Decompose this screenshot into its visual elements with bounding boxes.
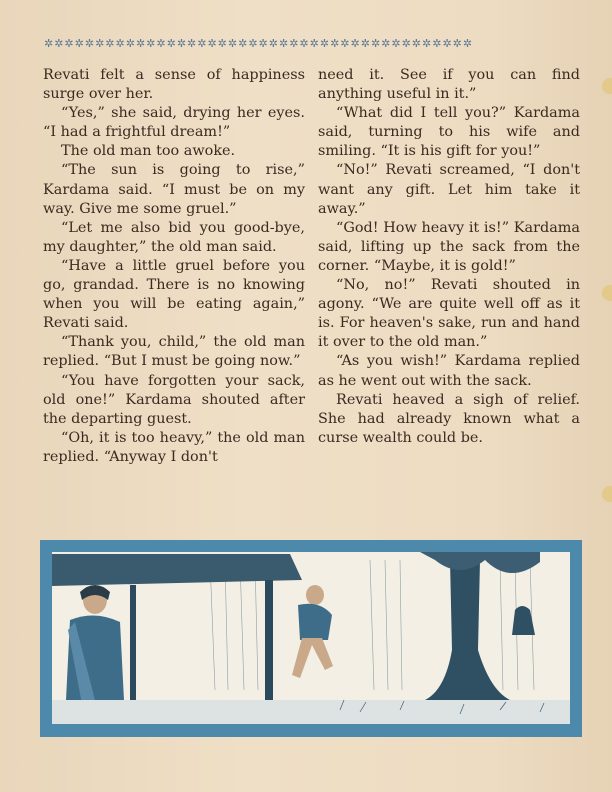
right-text-column (318, 66, 580, 448)
paragraph: The old man too awoke. (61, 143, 236, 160)
paragraph: need it. See if you can find anything useful in it.” (318, 67, 580, 103)
page-edge-mark (602, 285, 612, 301)
paragraph: “The sun is going to rise,” Kardama said. “I must be on my way. Give me some gruel.” (43, 162, 305, 217)
page-edge-mark (602, 78, 612, 94)
paragraph: “Yes,” she said, drying her eyes. “I had a frightful dream!” (43, 105, 305, 141)
boy-head (306, 585, 324, 605)
paragraph: “Thank you, child,” the old man replied. “But I must be going now.” (43, 334, 305, 370)
paragraph: “You have forgotten your sack, old one!” Kardama shouted after the departing guest. (43, 372, 305, 427)
paragraph: “Let me also bid you good-bye, my daughter,” the old man said. (43, 219, 305, 255)
paragraph: “As you wish!” Kardama replied as he went out with the sack. (318, 353, 580, 389)
page-edge-mark (602, 486, 612, 502)
illustration-scene (40, 540, 582, 737)
paragraph: “No, no!” Revati shouted in agony. “We are quite well off as it is. For heaven's sake, run and hand it over to the old man.” (318, 277, 580, 351)
ground (52, 700, 570, 724)
hut-post (265, 580, 273, 720)
paragraph: “Have a little gruel before you go, grandad. There is no knowing when you will be eating again,” Revati said. (43, 257, 305, 332)
paragraph: Revati felt a sense of happiness surge over her. (43, 67, 305, 103)
paragraph: Revati heaved a sigh of relief. She had already known what a curse wealth could be. (318, 391, 580, 446)
paragraph: “No!” Revati screamed, “I don't want any gift. Let him take it away.” (318, 162, 580, 217)
paragraph: “God! How heavy it is!” Kardama said, lifting up the sack from the corner. “Maybe, it is gold!” (318, 219, 580, 274)
decorative-border: ✲✲✲✲✲✲✲✲✲✲✲✲✲✲✲✲✲✲✲✲✲✲✲✲✲✲✲✲✲✲✲✲✲✲✲✲✲✲✲✲✲✲ (44, 37, 474, 50)
left-text-column (43, 66, 305, 467)
story-illustration (40, 540, 582, 737)
hut-pole (130, 585, 136, 720)
paragraph: “What did I tell you?” Kardama said, turning to his wife and smiling. “It is his gift for you!” (318, 105, 580, 160)
paragraph: “Oh, it is too heavy,” the old man replied. “Anyway I don't (43, 429, 305, 465)
